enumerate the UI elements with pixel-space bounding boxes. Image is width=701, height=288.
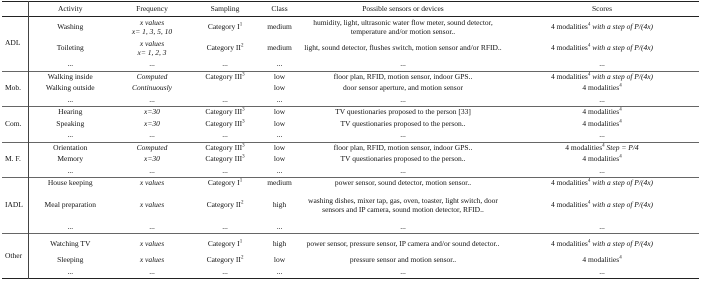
ellipsis-row [2, 130, 699, 142]
frequency-cell: x values x= 1, 2, 3 [137, 38, 167, 57]
ellipsis-cell: ... [67, 59, 74, 69]
sampling-footnote: 1 [239, 178, 243, 184]
sampling-footnote: 2 [240, 43, 244, 49]
scores-cell [505, 234, 699, 256]
class-cell: low [273, 83, 286, 93]
sampling-cell [192, 119, 258, 131]
ellipsis-cell: ... [276, 221, 283, 231]
sensors-cell: power sensor, pressure sensor, IP camera and/or sound detector.. [301, 234, 505, 256]
frequency-cell: x values [139, 200, 165, 210]
scores-footnote: 4 [619, 107, 622, 113]
ellipsis-cell: ... [67, 130, 74, 140]
ellipsis-row [2, 59, 699, 71]
scores-value: 4 modalities [550, 239, 588, 249]
sampling-footnote: 3 [242, 143, 245, 149]
ellipsis-cell: ... [599, 221, 605, 231]
ellipsis-cell: ... [149, 130, 155, 140]
activity-cell: House keeping [28, 178, 112, 190]
scores-value: 4 modalities [565, 142, 603, 152]
ellipsis-cell: ... [400, 59, 406, 69]
ellipsis-row [2, 222, 699, 234]
ellipsis-cell: ... [149, 221, 155, 231]
scores-cell [505, 190, 699, 222]
ellipsis-cell: ... [599, 59, 605, 69]
class-cell: low [258, 107, 301, 119]
frequency-cell: x values [112, 178, 192, 190]
scores-cell [505, 119, 699, 131]
activity-cell: Toileting [56, 43, 84, 53]
sensors-cell: humidity, light, ultrasonic water flow meter, sound detector, temperature and/or motion sensor.. [313, 17, 493, 36]
scores-footnote: 4 [602, 143, 605, 149]
ellipsis-cell: ... [276, 130, 283, 140]
sampling-cell [192, 142, 258, 154]
scores-value: 4 modalities [550, 22, 588, 32]
scores-footnote: 4 [587, 43, 591, 49]
class-cell: high [272, 200, 287, 210]
sampling-footnote: 1 [239, 239, 243, 245]
activity-cell: Orientation [28, 142, 112, 154]
sensors-cell: TV questionaries proposed to the person [33] [301, 107, 505, 119]
class-cell: low [273, 118, 286, 128]
frequency-cell: Continuously [131, 83, 172, 93]
column-header: Class [271, 3, 288, 13]
ellipsis-cell: ... [67, 94, 74, 104]
sampling-cell [192, 83, 258, 95]
class-cell: low [258, 71, 301, 83]
sensors-cell: floor plan, RFID, motion sensor, indoor GPS.. [301, 71, 505, 83]
scores-value: 4 modalities [582, 83, 620, 93]
sampling-value: Category II [206, 255, 241, 265]
scores-value: 4 modalities [550, 71, 588, 81]
sampling-cell [192, 190, 258, 222]
sampling-cell [192, 154, 258, 166]
group-label: M. F. [2, 142, 28, 178]
ellipsis-cell: ... [400, 266, 406, 276]
group-label: Com. [2, 107, 28, 143]
ellipsis-row [2, 95, 699, 107]
activity-cell: Hearing [28, 107, 112, 119]
frequency-cell: x=30 [144, 154, 160, 164]
ellipsis-cell: ... [400, 130, 406, 140]
scores-footnote: 4 [619, 83, 622, 89]
sensors-cell: power sensor, sound detector, motion sensor.. [301, 178, 505, 190]
scores-step: Step = P/4 [604, 142, 639, 152]
frequency-cell: x values [112, 234, 192, 256]
ellipsis-cell: ... [67, 221, 74, 231]
table-row [2, 255, 699, 267]
sampling-footnote: 3 [242, 154, 245, 160]
sensors-cell: TV questionaries proposed to the person.. [340, 154, 466, 164]
table-row [2, 142, 699, 154]
sensors-cell: light, sound detector, flushes switch, motion sensor and/or RFID.. [304, 43, 502, 53]
ellipsis-cell: ... [599, 266, 605, 276]
group-column-header [2, 2, 28, 17]
scores-value: 4 modalities [582, 154, 620, 164]
table-row [2, 83, 699, 95]
table-row [2, 154, 699, 166]
sampling-value: Category III [205, 154, 243, 164]
class-cell: medium [267, 22, 292, 32]
frequency-cell: x=30 [112, 107, 192, 119]
ellipsis-cell: ... [149, 266, 155, 276]
activity-cell: Sleeping [57, 255, 84, 265]
activity-cell: Speaking [56, 118, 85, 128]
activity-cell: Walking outside [45, 83, 95, 93]
sensors-cell: pressure sensor and motion sensor.. [349, 255, 457, 265]
sampling-footnote: 2 [240, 200, 244, 206]
scores-value: 4 modalities [550, 178, 588, 188]
frequency-cell: x values [139, 255, 165, 265]
ellipsis-cell: ... [149, 59, 155, 69]
sampling-value: Category III [205, 118, 243, 128]
table-row [2, 17, 699, 39]
class-cell: low [258, 142, 301, 154]
ellipsis-row [2, 267, 699, 279]
scores-cell [505, 154, 699, 166]
sampling-footnote: 3 [242, 72, 245, 78]
scores-cell [505, 71, 699, 83]
scores-footnote: 4 [587, 200, 591, 206]
activity-cell: Walking inside [28, 71, 112, 83]
scores-cell [505, 142, 699, 154]
table-row [2, 178, 699, 190]
table-row [2, 119, 699, 131]
group-label: ADL [2, 17, 28, 72]
group-label: Other [2, 234, 28, 279]
column-header: Frequency [136, 3, 168, 13]
table-row [2, 234, 699, 256]
group-label: Mob. [2, 71, 28, 107]
sampling-value: Category II [206, 43, 241, 53]
table-body [2, 17, 699, 279]
sampling-cell [192, 255, 258, 267]
ellipsis-cell: ... [276, 59, 283, 69]
sampling-footnote: 1 [239, 22, 243, 28]
scores-cell [505, 178, 699, 190]
sampling-cell [192, 38, 258, 59]
frequency-cell: Computed [112, 142, 192, 154]
scores-value: 4 modalities [550, 200, 588, 210]
sampling-value: Category II [206, 200, 241, 210]
ellipsis-cell: ... [400, 221, 406, 231]
activity-cell: Memory [57, 154, 84, 164]
ellipsis-row [2, 166, 699, 178]
ellipsis-cell: ... [400, 94, 406, 104]
frequency-cell: Computed [112, 71, 192, 83]
table-row [2, 71, 699, 83]
class-cell: low [273, 154, 286, 164]
activities-table [2, 1, 699, 279]
scores-footnote: 4 [619, 154, 622, 160]
ellipsis-cell: ... [222, 266, 228, 276]
sensors-cell: washing dishes, mixer tap, gas, oven, toaster, light switch, door sensors and IP camera, sound motion detector, RFID.. [308, 195, 498, 214]
ellipsis-cell: ... [276, 94, 283, 104]
table-row [2, 190, 699, 222]
ellipsis-cell: ... [400, 165, 406, 175]
scores-footnote: 4 [587, 72, 591, 78]
ellipsis-cell: ... [276, 266, 283, 276]
scores-footnote: 4 [587, 22, 591, 28]
sensors-cell: floor plan, RFID, motion sensor, indoor GPS.. [301, 142, 505, 154]
class-cell: high [258, 234, 301, 256]
header-row [2, 2, 699, 17]
frequency-cell: x=30 [144, 118, 160, 128]
class-cell: medium [267, 43, 292, 53]
ellipsis-cell: ... [599, 94, 605, 104]
sampling-value: Category III [205, 71, 243, 81]
scores-value: 4 modalities [582, 255, 620, 265]
ellipsis-cell: ... [222, 94, 228, 104]
sampling-cell [192, 71, 258, 83]
scores-step: with a step of P/(4x) [590, 239, 654, 249]
scores-step: with a step of P/(4x) [590, 43, 654, 53]
sensors-cell: door sensor aperture, and motion sensor [343, 83, 463, 93]
group-label: IADL [2, 178, 28, 234]
column-header: Scores [592, 3, 612, 13]
ellipsis-cell: ... [222, 59, 228, 69]
frequency-cell: x values x= 1, 3, 5, 10 [131, 17, 173, 36]
scores-cell [505, 107, 699, 119]
sampling-footnote: 2 [240, 255, 244, 261]
sampling-value: Category III [205, 142, 243, 152]
scores-cell [505, 38, 699, 59]
table-row [2, 38, 699, 59]
ellipsis-cell: ... [67, 266, 74, 276]
scores-step: with a step of P/(4x) [590, 22, 654, 32]
ellipsis-cell: ... [276, 165, 283, 175]
sampling-footnote: 3 [242, 107, 245, 113]
sampling-cell [192, 107, 258, 119]
ellipsis-cell: ... [599, 165, 605, 175]
column-header: Possible sensors or devices [362, 3, 444, 13]
column-header: Activity [57, 3, 83, 13]
scores-step: with a step of P/(4x) [590, 71, 654, 81]
column-header: Sampling [210, 3, 240, 13]
scores-footnote: 4 [587, 178, 591, 184]
scores-value: 4 modalities [582, 118, 620, 128]
table-row [2, 107, 699, 119]
sampling-value: Category I [207, 239, 240, 249]
ellipsis-cell: ... [149, 94, 155, 104]
activity-cell: Washing [57, 22, 84, 32]
scores-value: 4 modalities [582, 107, 620, 117]
sampling-cell [192, 234, 258, 256]
sampling-value: Category I [207, 178, 240, 188]
scores-footnote: 4 [587, 239, 591, 245]
sensors-cell: TV questionaries proposed to the person.. [340, 118, 466, 128]
ellipsis-cell: ... [222, 165, 228, 175]
scores-step: with a step of P/(4x) [590, 200, 654, 210]
scores-footnote: 4 [619, 119, 622, 125]
ellipsis-cell: ... [67, 165, 74, 175]
activity-cell: Meal preparation [44, 200, 96, 210]
sampling-value: Category III [205, 107, 243, 117]
scores-value: 4 modalities [550, 43, 588, 53]
ellipsis-cell: ... [599, 130, 605, 140]
activity-cell: Watching TV [28, 234, 112, 256]
sampling-value: Category I [207, 22, 240, 32]
ellipsis-cell: ... [222, 221, 228, 231]
scores-step: with a step of P/(4x) [590, 178, 654, 188]
sampling-cell [192, 17, 258, 39]
sampling-footnote: 3 [242, 119, 245, 125]
scores-cell [505, 255, 699, 267]
class-cell: medium [258, 178, 301, 190]
class-cell: low [273, 255, 286, 265]
scores-cell [505, 17, 699, 39]
scores-cell [505, 83, 699, 95]
ellipsis-cell: ... [149, 165, 155, 175]
ellipsis-cell: ... [222, 130, 228, 140]
scores-footnote: 4 [619, 255, 622, 261]
sampling-cell [192, 178, 258, 190]
